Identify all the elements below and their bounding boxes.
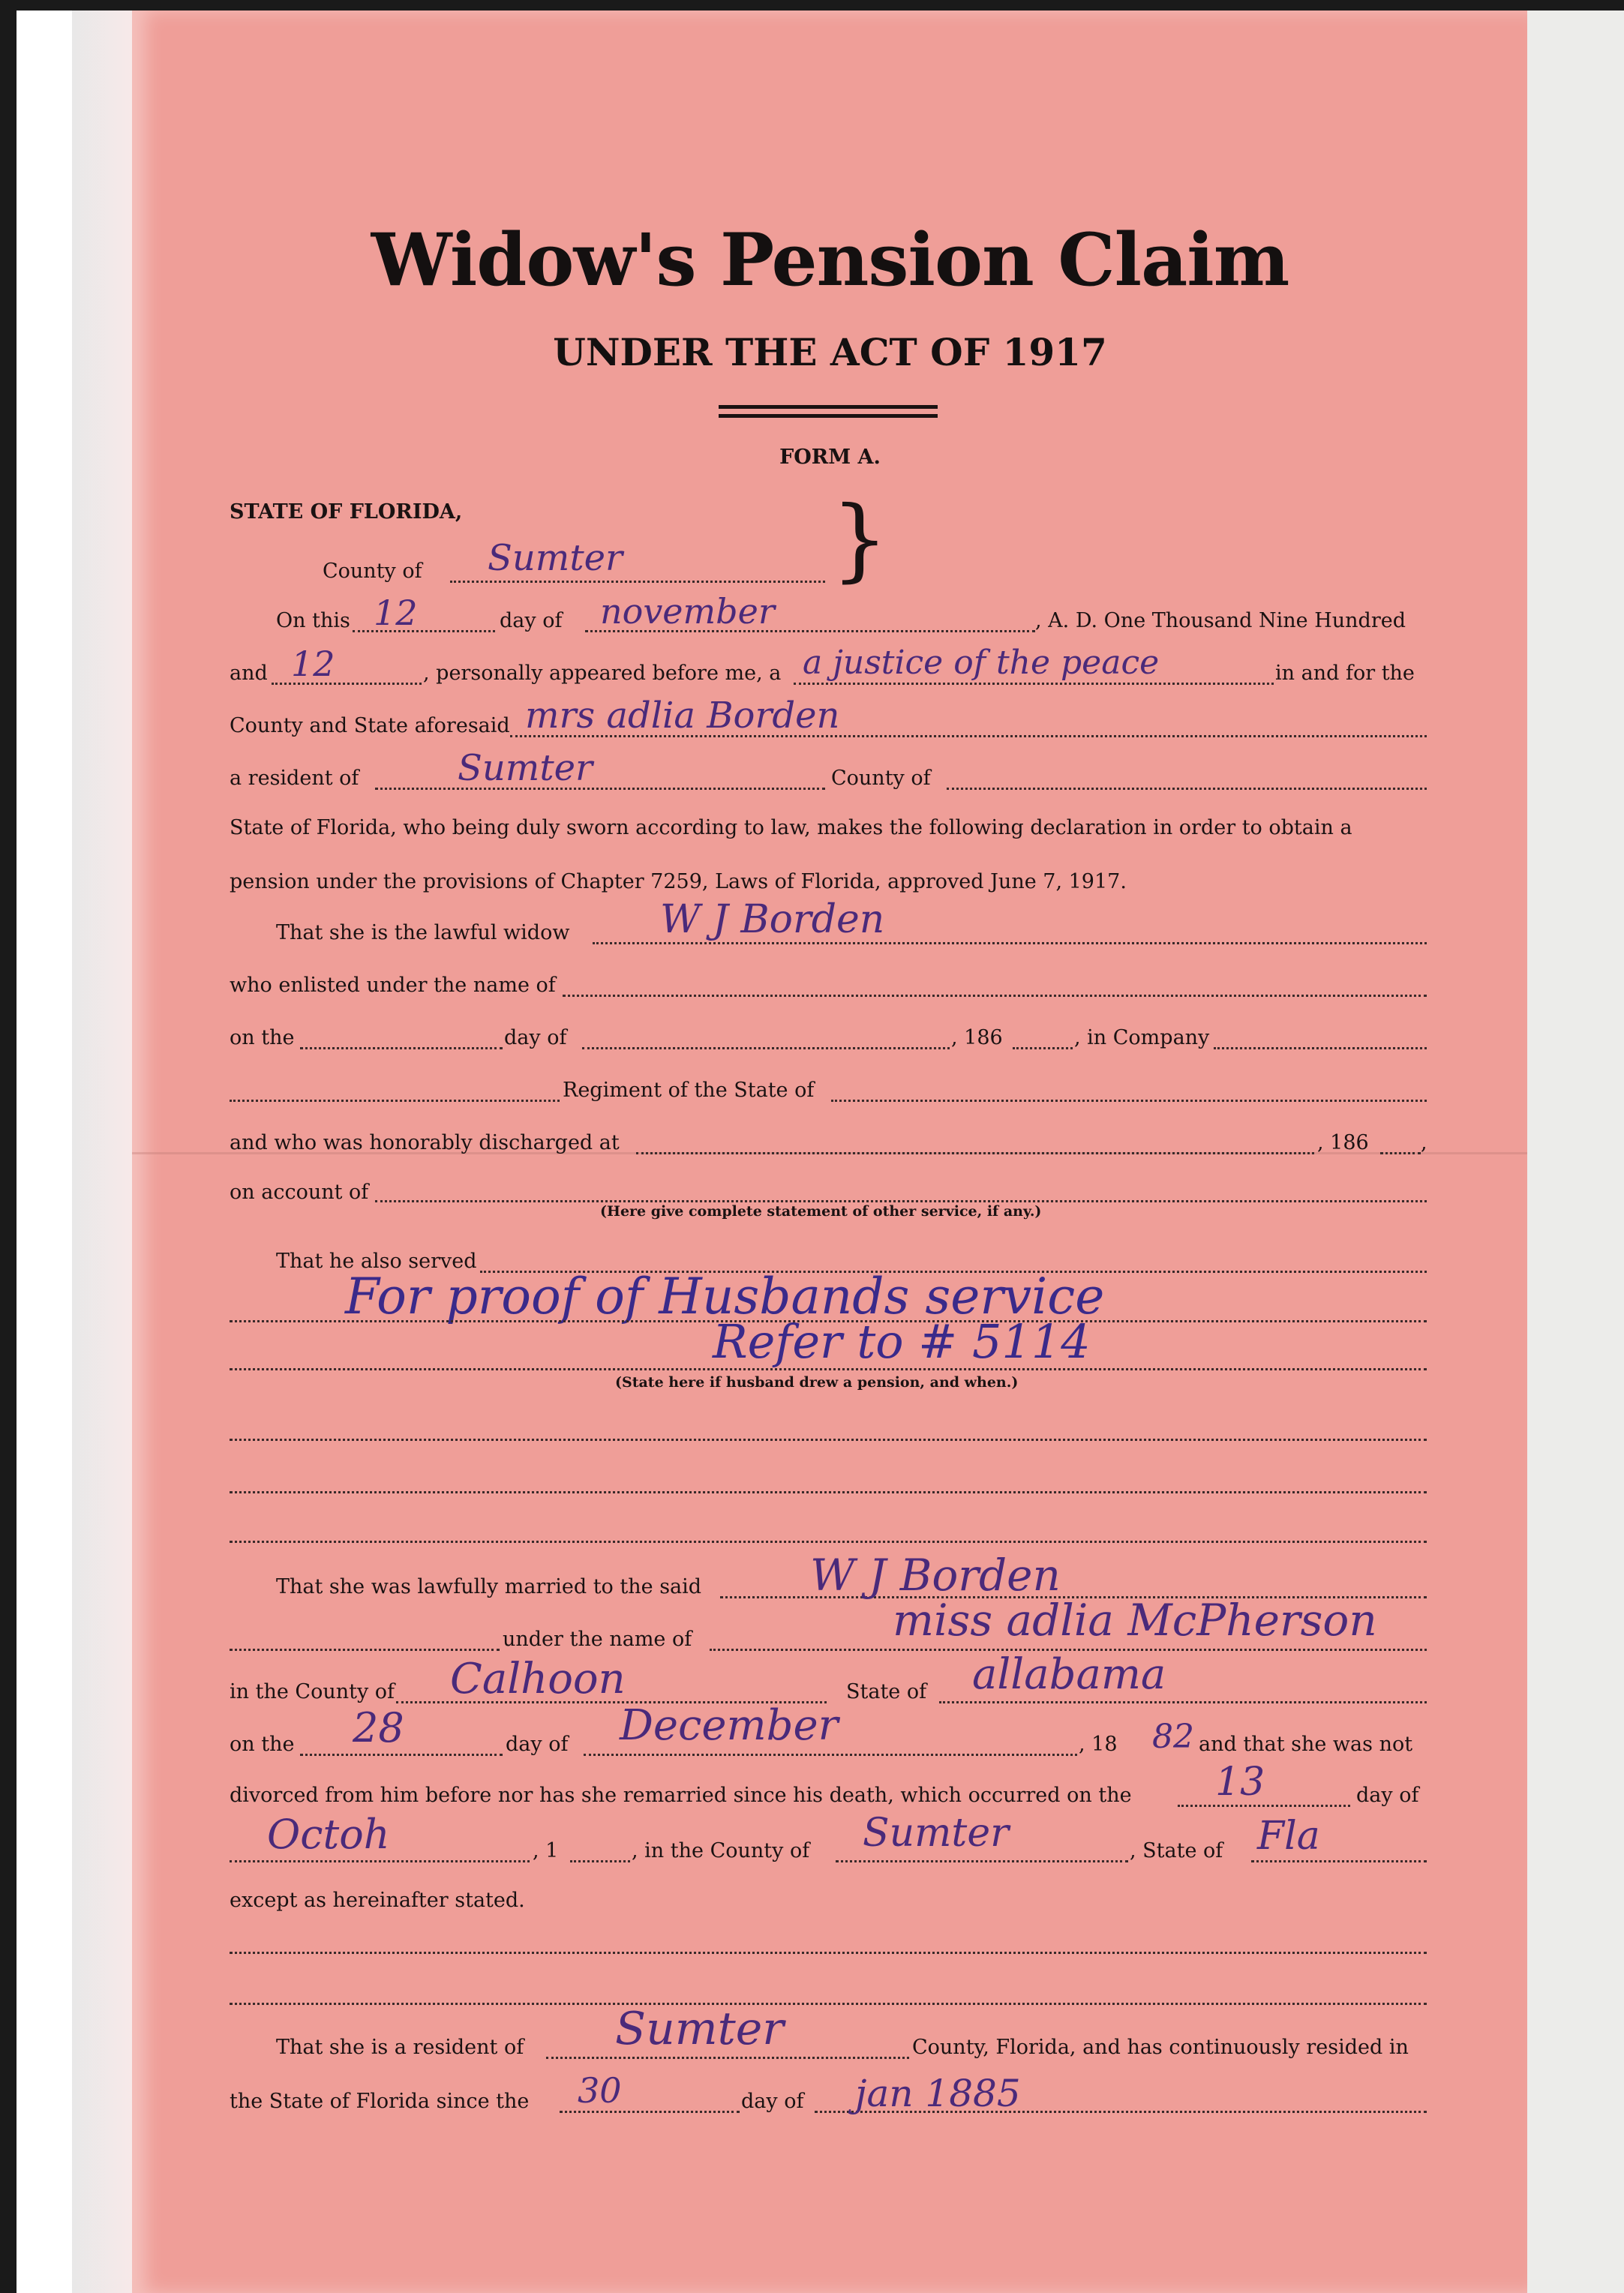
day-of-label: day of bbox=[500, 609, 563, 632]
service-blank-line-2 bbox=[230, 1367, 1427, 1370]
discharged-year-label: , 186 bbox=[1317, 1131, 1369, 1154]
under-name-label: under the name of bbox=[503, 1628, 692, 1651]
state-heading: STATE OF FLORIDA, bbox=[230, 500, 463, 524]
resident-of-label: a resident of bbox=[230, 767, 359, 790]
residence-county-field-line bbox=[546, 2055, 909, 2059]
death-month-field-line bbox=[230, 1859, 530, 1862]
marriage-day-of-label: day of bbox=[506, 1733, 569, 1756]
marriage-state-field-line bbox=[939, 1700, 1427, 1703]
in-and-for-text: in and for the bbox=[1275, 662, 1415, 685]
day-handwritten: 12 bbox=[374, 593, 418, 633]
regiment-field-line bbox=[230, 1098, 560, 1102]
husband-handwritten: W J Borden bbox=[660, 897, 885, 942]
form-title: Widow's Pension Claim bbox=[371, 218, 1289, 302]
except-text: except as hereinafter stated. bbox=[230, 1889, 525, 1912]
also-served-handwritten-1: For proof of Husbands service bbox=[345, 1268, 1105, 1325]
resident-handwritten: Sumter bbox=[458, 747, 593, 789]
death-state-label: , State of bbox=[1130, 1839, 1223, 1862]
and-label: and bbox=[230, 662, 268, 685]
regiment-state-field-line bbox=[831, 1098, 1427, 1102]
company-label: , in Company bbox=[1074, 1026, 1210, 1049]
title-rule-top bbox=[719, 405, 938, 409]
death-county-handwritten: Sumter bbox=[863, 1811, 1009, 1856]
service-blank-line-5 bbox=[230, 1539, 1427, 1543]
enlist-day-of-label: day of bbox=[504, 1026, 567, 1049]
county-field-line bbox=[450, 579, 825, 583]
residence-label: That she is a resident of bbox=[276, 2036, 524, 2059]
on-this-label: On this bbox=[276, 609, 350, 632]
company-field-line bbox=[1214, 1046, 1427, 1049]
on-account-field-line bbox=[375, 1199, 1427, 1202]
on-the-label: on the bbox=[230, 1026, 295, 1049]
enlisted-name-label: who enlisted under the name of bbox=[230, 974, 556, 997]
widow-of-label: That she is the lawful widow bbox=[276, 921, 570, 944]
claimant-handwritten: mrs adlia Borden bbox=[525, 695, 840, 737]
not-divorced-text: and that she was not bbox=[1199, 1733, 1413, 1756]
maiden-name-handwritten: miss adlia McPherson bbox=[893, 1595, 1377, 1646]
death-state-handwritten: Fla bbox=[1257, 1814, 1320, 1859]
marriage-state-handwritten: allabama bbox=[972, 1650, 1166, 1699]
discharged-year-field-line bbox=[1380, 1151, 1421, 1154]
death-day-of-label: day of bbox=[1356, 1784, 1419, 1807]
appeared-text: , personally appeared before me, a bbox=[423, 662, 782, 685]
service-blank-line-3 bbox=[230, 1437, 1427, 1441]
county-of-field-line bbox=[947, 786, 1427, 790]
except-blank-line-1 bbox=[230, 1950, 1427, 1954]
death-year-one: , 1 bbox=[533, 1839, 559, 1862]
marriage-day-field-line bbox=[300, 1752, 503, 1756]
discharged-comma: , bbox=[1421, 1131, 1427, 1154]
enlist-day-field-line bbox=[300, 1046, 503, 1049]
marriage-on-the-label: on the bbox=[230, 1733, 295, 1756]
enlisted-name-field-line bbox=[563, 993, 1427, 997]
service-blank-line-4 bbox=[230, 1490, 1427, 1493]
also-served-handwritten-2: Refer to # 5114 bbox=[713, 1314, 1091, 1369]
declaration-line-1: State of Florida, who being duly sworn according to law, makes the following declaration in order to obtain a bbox=[230, 816, 1352, 839]
married-to-handwritten: W J Borden bbox=[810, 1550, 1061, 1601]
death-day-handwritten: 13 bbox=[1215, 1760, 1265, 1805]
divorced-text: divorced from him before nor has she remarried since his death, which occurred on the bbox=[230, 1784, 1132, 1807]
regiment-label: Regiment of the State of bbox=[563, 1079, 815, 1102]
other-service-note: (Here give complete statement of other service, if any.) bbox=[600, 1203, 1042, 1220]
declaration-line-2: pension under the provisions of Chapter 7259, Laws of Florida, approved June 7, 1917. bbox=[230, 870, 1127, 893]
since-day-of-label: day of bbox=[741, 2090, 804, 2113]
officer-handwritten: a justice of the peace bbox=[803, 644, 1160, 682]
residence-florida-text: County, Florida, and has continuously resided in bbox=[912, 2036, 1409, 2059]
enlist-month-field-line bbox=[582, 1046, 950, 1049]
county-label: County of bbox=[323, 560, 422, 583]
marriage-month-field-line bbox=[584, 1752, 1077, 1756]
marriage-day-handwritten: 28 bbox=[353, 1704, 404, 1751]
marriage-year-handwritten: 82 bbox=[1152, 1718, 1194, 1756]
county-state-text: County and State aforesaid bbox=[230, 714, 510, 737]
marriage-county-label: in the County of bbox=[230, 1680, 395, 1703]
since-day-handwritten: 30 bbox=[578, 2070, 622, 2111]
marriage-year-prefix: , 18 bbox=[1079, 1733, 1118, 1756]
year-186-label: , 186 bbox=[951, 1026, 1003, 1049]
enlist-year-field-line bbox=[1013, 1046, 1073, 1049]
married-to-label: That she was lawfully married to the said bbox=[276, 1575, 702, 1598]
residence-county-handwritten: Sumter bbox=[615, 2003, 784, 2055]
scan-border-top bbox=[17, 0, 1624, 11]
title-rule-bottom bbox=[719, 414, 938, 418]
form-subtitle: UNDER THE ACT OF 1917 bbox=[553, 330, 1107, 374]
since-month-year-handwritten: jan 1885 bbox=[855, 2072, 1021, 2115]
also-served-label: That he also served bbox=[276, 1250, 477, 1273]
county-of-text: County of bbox=[831, 767, 931, 790]
ad-text: , A. D. One Thousand Nine Hundred bbox=[1035, 609, 1406, 632]
death-county-field-line bbox=[836, 1859, 1128, 1862]
on-account-label: on account of bbox=[230, 1181, 369, 1204]
death-month-handwritten: Octoh bbox=[267, 1811, 390, 1858]
county-handwritten: Sumter bbox=[488, 537, 623, 579]
discharged-label: and who was honorably discharged at bbox=[230, 1131, 620, 1154]
marriage-month-handwritten: December bbox=[620, 1701, 839, 1750]
except-blank-line-2 bbox=[230, 2001, 1427, 2005]
marriage-state-label: State of bbox=[846, 1680, 927, 1703]
year-handwritten: 12 bbox=[291, 644, 335, 684]
pension-note: (State here if husband drew a pension, and when.) bbox=[615, 1374, 1019, 1391]
since-the-label: the State of Florida since the bbox=[230, 2090, 530, 2113]
marriage-county-handwritten: Calhoon bbox=[450, 1655, 626, 1703]
death-county-label: , in the County of bbox=[632, 1839, 810, 1862]
discharged-field-line bbox=[636, 1151, 1314, 1154]
venue-brace: } bbox=[831, 488, 889, 592]
under-name-blank-line bbox=[230, 1647, 500, 1651]
death-year-field-line bbox=[570, 1859, 630, 1862]
death-state-field-line bbox=[1251, 1859, 1427, 1862]
month-handwritten: november bbox=[600, 591, 775, 632]
resident-field-line bbox=[375, 786, 825, 790]
form-label: FORM A. bbox=[779, 446, 881, 469]
